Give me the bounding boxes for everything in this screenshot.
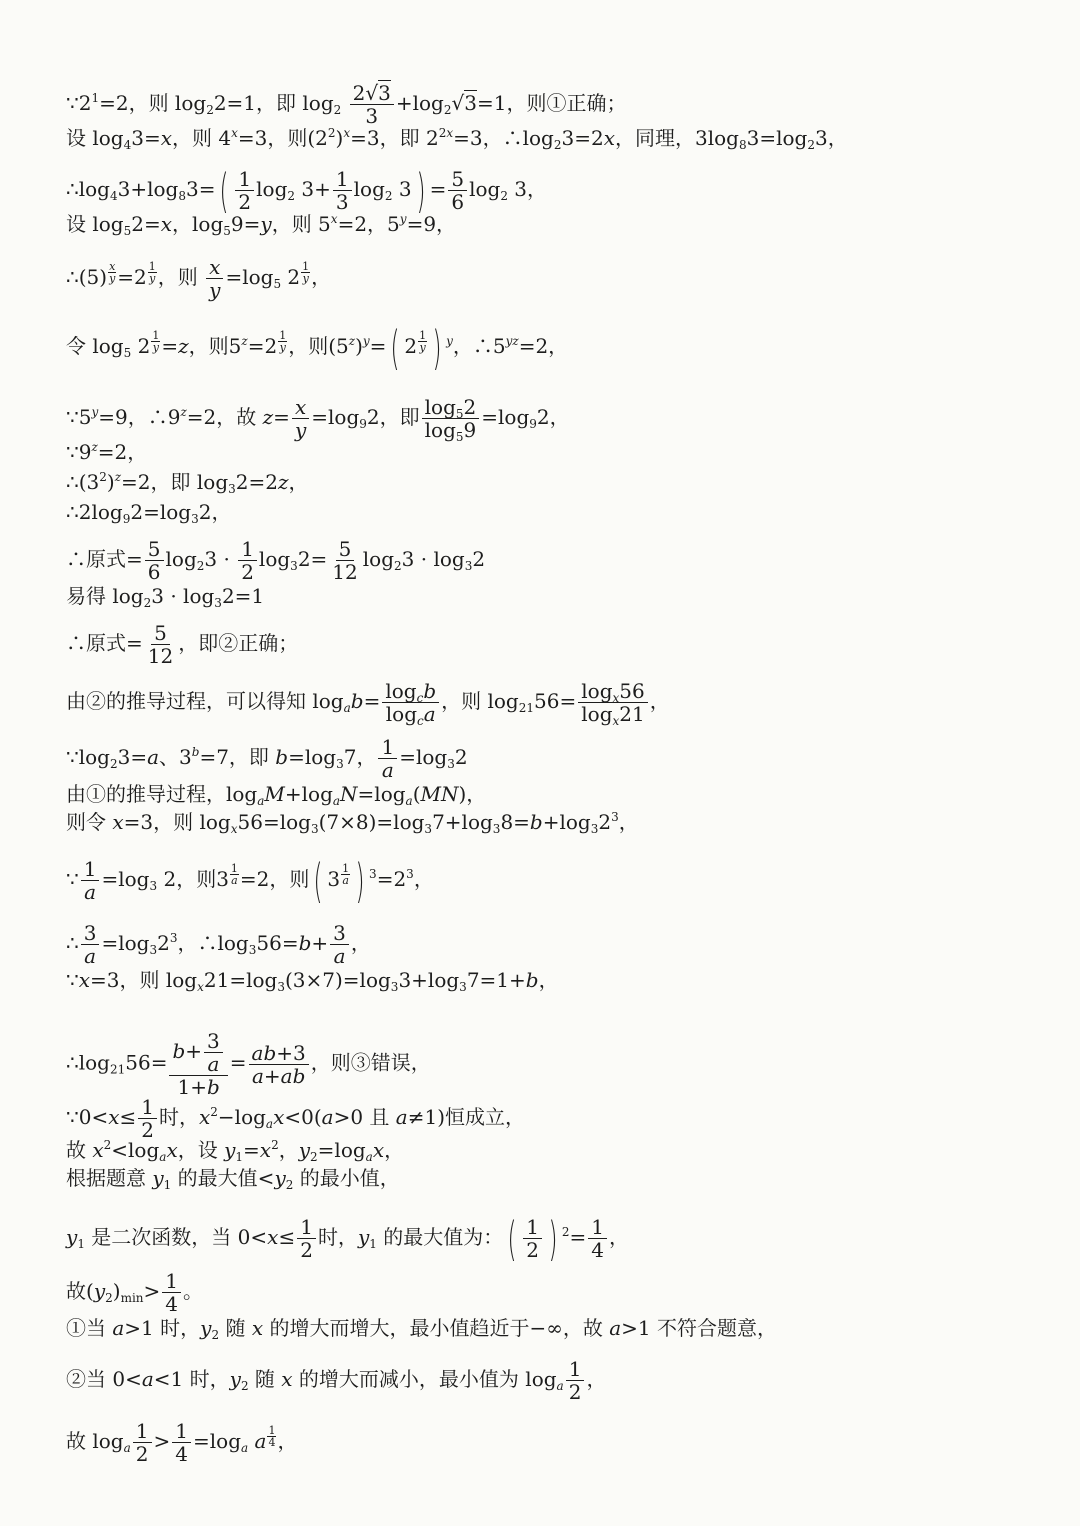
line-15: $\because\log_23=a$、$3^b=7$，即 $b=\log_37$， $\frac{1}{a}$ $=\log_32$ xyxy=(66,735,468,782)
line-2: 设 $\log_43=x$，则 $4^x=3$，则$(2^2)^x=3$，即 $2^{2x}=3$，$\therefore\log_23=2x$，同理，$3\log_83=\log_23$， xyxy=(66,126,848,152)
line-24: 根据题意 $y_1$ 的最大值$<y_2$ 的最小值， xyxy=(66,1166,400,1192)
line-9: $\therefore(3^2)^z=2$，即 $\log_32=2z$， xyxy=(66,470,309,496)
line-21: $\therefore\log_{21}56=$ b+ $\frac{3}{a}$ 1+b = $\frac{ab+3}{a+ab}$ ，则③错误， xyxy=(66,1029,431,1099)
line-7: $\because 5^y=9$，$\therefore 9^z=2$，故 z= $\frac{x}{y}$ $=\log_92$，即 $\frac{\log_52}{\log_59}$ $=\log_92$， xyxy=(66,395,570,444)
line-12: 易得 $\log_23 \cdot \log_32=1$ xyxy=(66,584,265,610)
line-16: 由①的推导过程，$\log_aM+\log_aN=\log_a(MN)$， xyxy=(66,782,487,808)
line-4: 设 $\log_52=x$，$\log_59=y$，则 $5^x=2$，$5^y=9$， xyxy=(66,212,457,238)
line-26: 故$(y_2)_{min}>$ $\frac{1}{4}$ 。 xyxy=(66,1269,204,1316)
line-8: $\because 9^z=2$， xyxy=(66,440,148,464)
line-28: ②当 0<a<1 时，$y_2$ 随 x 的增大而减小，最小值为 $\log_a$ $\frac{1}{2}$ ， xyxy=(66,1357,607,1404)
line-17: 则令 x=3，则 $\log_x56=\log_3(7\times 8)=\log_37+\log_38=b+\log_32^3$， xyxy=(66,810,639,836)
line-29: 故 $\log_a$ $\frac{1}{2}$ > $\frac{1}{4}$ $=\log_a$ a $\frac{1}{4}$ ， xyxy=(66,1419,298,1466)
line-11: ∴原式= $\frac{5}{6}$ $\log_23$ · $\frac{1}{2}$ $\log_32=$ $\frac{5}{12}$ $\log_23 \cdot \log_32$ xyxy=(66,537,486,584)
line-14: 由②的推导过程，可以得知 $\log_ab=$ $\frac{\log_cb}{\log_ca}$ ，则 $\log_{21}56=$ $\frac{\log_x56}{\log_x21}$ ， xyxy=(66,679,670,728)
line-19: ∴ $\frac{3}{a}$ $=\log_32^3$，$\therefore\log_356=b+$ $\frac{3}{a}$ ， xyxy=(66,921,371,968)
line-18: ∵ $\frac{1}{a}$ $=\log_3$ 2，则3 $\frac{1}{a}$ =2，则( 3 $\frac{1}{a}$ ) $^3=2^3$， xyxy=(66,853,434,908)
line-20: ∵x=3，则 $\log_x21=\log_3(3\times 7)=\log_33+\log_37=1+b$， xyxy=(66,968,559,994)
line-22: ∵0<x≤ $\frac{1}{2}$ 时，$x^2-\log_ax<0(a>0$ 且 a≠1)恒成立， xyxy=(66,1095,526,1142)
line-23: 故 $x^2<\log_ax$，设 $y_1=x^2$，$y_2=\log_ax$， xyxy=(66,1138,405,1164)
line-25: $y_1$ 是二次函数，当 0<x≤ $\frac{1}{2}$ 时，$y_1$ 的最大值为：( $\frac{1}{2}$ ) $^2$= $\frac{1}{4}$ ， xyxy=(66,1211,630,1266)
line-5: ∴(5) $\frac{x}{y}$ =2 $\frac{1}{y}$ ，则 $\frac{x}{y}$ $=\log_5$ 2 $\frac{1}{y}$ ， xyxy=(66,255,332,302)
line-3: $\therefore\log_43+\log_83=$( $\frac{1}{2}$ $\log_2 3+$ $\frac{1}{3}$ $\log_2 3$) = $\frac{5}{6}$ $\log_2 3$， xyxy=(66,163,548,218)
line-6: 令 $\log_5 2$ $\frac{1}{y}$ =z，则$5^z=2$ $\frac{1}{y}$ ，则$(5^z)^y=$( 2 $\frac{1}{y}$ ) $^y$，$\therefore 5^{yz}=2$， xyxy=(66,320,569,375)
line-27: ①当 a>1 时，$y_2$ 随 x 的增大而增大，最小值趋近于−∞，故 a>1 不符合题意， xyxy=(66,1316,778,1342)
line-13: ∴原式= $\frac{5}{12}$ ，即②正确； xyxy=(66,621,299,668)
line-1: $\because 2^1=2$，则 $\log_22=1$，即 $\log_2$ $\frac{2√3}{3}$ $+\log_2√3=1$，则①正确； xyxy=(66,81,627,128)
line-10: $\therefore 2\log_92=\log_32$， xyxy=(66,500,232,526)
